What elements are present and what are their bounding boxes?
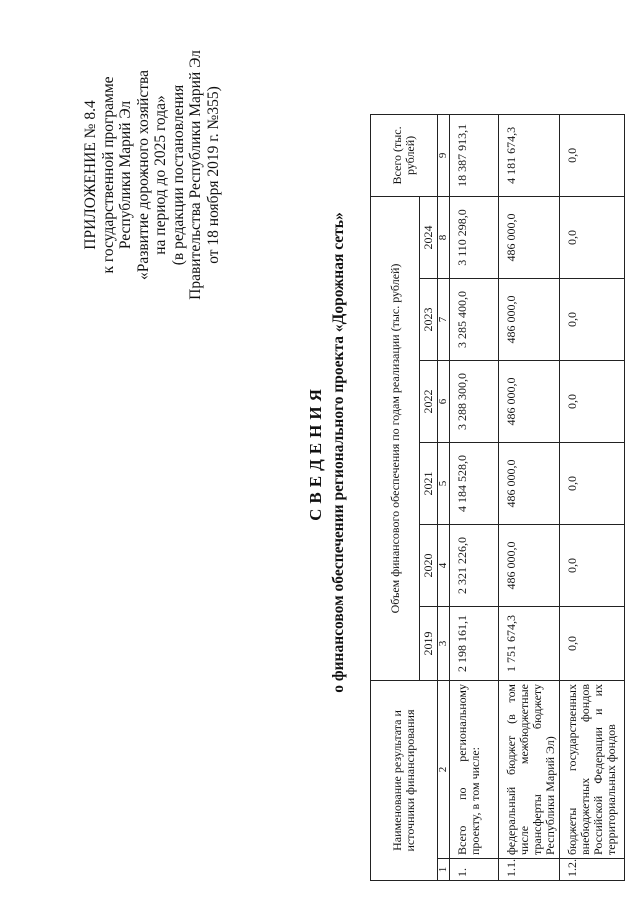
- row-total: 0,0: [560, 114, 625, 196]
- header-years-group: Объем финансового обеспечения по годам реализации (тыс. рублей): [371, 196, 420, 680]
- row-value: 3 285 400,0: [450, 279, 499, 361]
- row-value: 4 184 528,0: [450, 443, 499, 525]
- row-value: 0,0: [560, 361, 625, 443]
- row-number: 1.: [450, 859, 499, 881]
- row-number: 1.1.: [499, 859, 560, 881]
- header-year: 2021: [420, 443, 438, 525]
- header-year: 2020: [420, 525, 438, 607]
- row-number: 1.2.: [560, 859, 625, 881]
- column-index: 3: [438, 607, 450, 681]
- document-subtitle: о финансовом обеспечении регионального проекта «Дорожная сеть»: [330, 212, 347, 693]
- header-year: 2024: [420, 196, 438, 278]
- row-value: 486 000,0: [499, 196, 560, 278]
- table-row: [499, 25, 560, 880]
- annex-line: (в редакции постановления: [169, 84, 187, 266]
- row-name: Всего по региональному проекту, в том числе:: [450, 681, 499, 859]
- row-name: бюджеты государственных внебюджетных фондов Российской Федерации и их территориальных фондов: [560, 681, 625, 859]
- column-index: 2: [438, 681, 450, 859]
- column-index: 8: [438, 196, 450, 278]
- row-value: 486 000,0: [499, 525, 560, 607]
- row-total: 4 181 674,3: [499, 114, 560, 196]
- row-value: 1 751 674,3: [499, 607, 560, 681]
- row-value: 2 321 226,0: [450, 525, 499, 607]
- row-value: 0,0: [560, 279, 625, 361]
- row-value: 3 288 300,0: [450, 361, 499, 443]
- table-row: [560, 25, 625, 880]
- annex-line: ПРИЛОЖЕНИЕ № 8.4: [82, 100, 99, 250]
- column-index-row: [438, 25, 450, 880]
- annex-line: «Развитие дорожного хозяйства: [134, 70, 152, 281]
- annex-line: от 18 ноября 2019 г. №355): [204, 86, 222, 264]
- row-value: 0,0: [560, 607, 625, 681]
- annex-line: Правительства Республики Марий Эл: [187, 50, 204, 300]
- column-index: 9: [438, 114, 450, 196]
- header-total: Всего (тыс. рублей): [371, 114, 438, 196]
- annex-line: Республики Марий Эл: [117, 100, 134, 250]
- row-value: 486 000,0: [499, 279, 560, 361]
- row-total: 18 387 913,1: [450, 114, 499, 196]
- header-year: 2023: [420, 279, 438, 361]
- row-value: 0,0: [560, 525, 625, 607]
- column-index: 5: [438, 443, 450, 525]
- annex-line: к государственной программе: [99, 76, 117, 274]
- document-title: СВЕДЕНИЯ: [306, 384, 325, 521]
- header-name: Наименование результата и источники финансирования: [371, 681, 438, 881]
- header-year: 2019: [420, 607, 438, 681]
- header-year: 2022: [420, 361, 438, 443]
- row-value: 486 000,0: [499, 361, 560, 443]
- financing-table: [370, 25, 625, 881]
- annex-block: [82, 25, 222, 325]
- header-row-1: [371, 25, 420, 880]
- row-value: 3 110 298,0: [450, 196, 499, 278]
- column-index: 6: [438, 361, 450, 443]
- row-value: 0,0: [560, 443, 625, 525]
- table-row: [450, 25, 499, 880]
- column-index: 7: [438, 279, 450, 361]
- row-value: 2 198 161,1: [450, 607, 499, 681]
- column-index: 4: [438, 525, 450, 607]
- row-value: 0,0: [560, 196, 625, 278]
- row-name: федеральный бюджет (в том числе межбюджетные трансферты бюджету Республики Марий Эл): [499, 681, 560, 859]
- column-index: 1: [438, 859, 450, 881]
- annex-line: на период до 2025 года»: [152, 95, 169, 255]
- row-value: 486 000,0: [499, 443, 560, 525]
- rotated-page: [10, 10, 629, 895]
